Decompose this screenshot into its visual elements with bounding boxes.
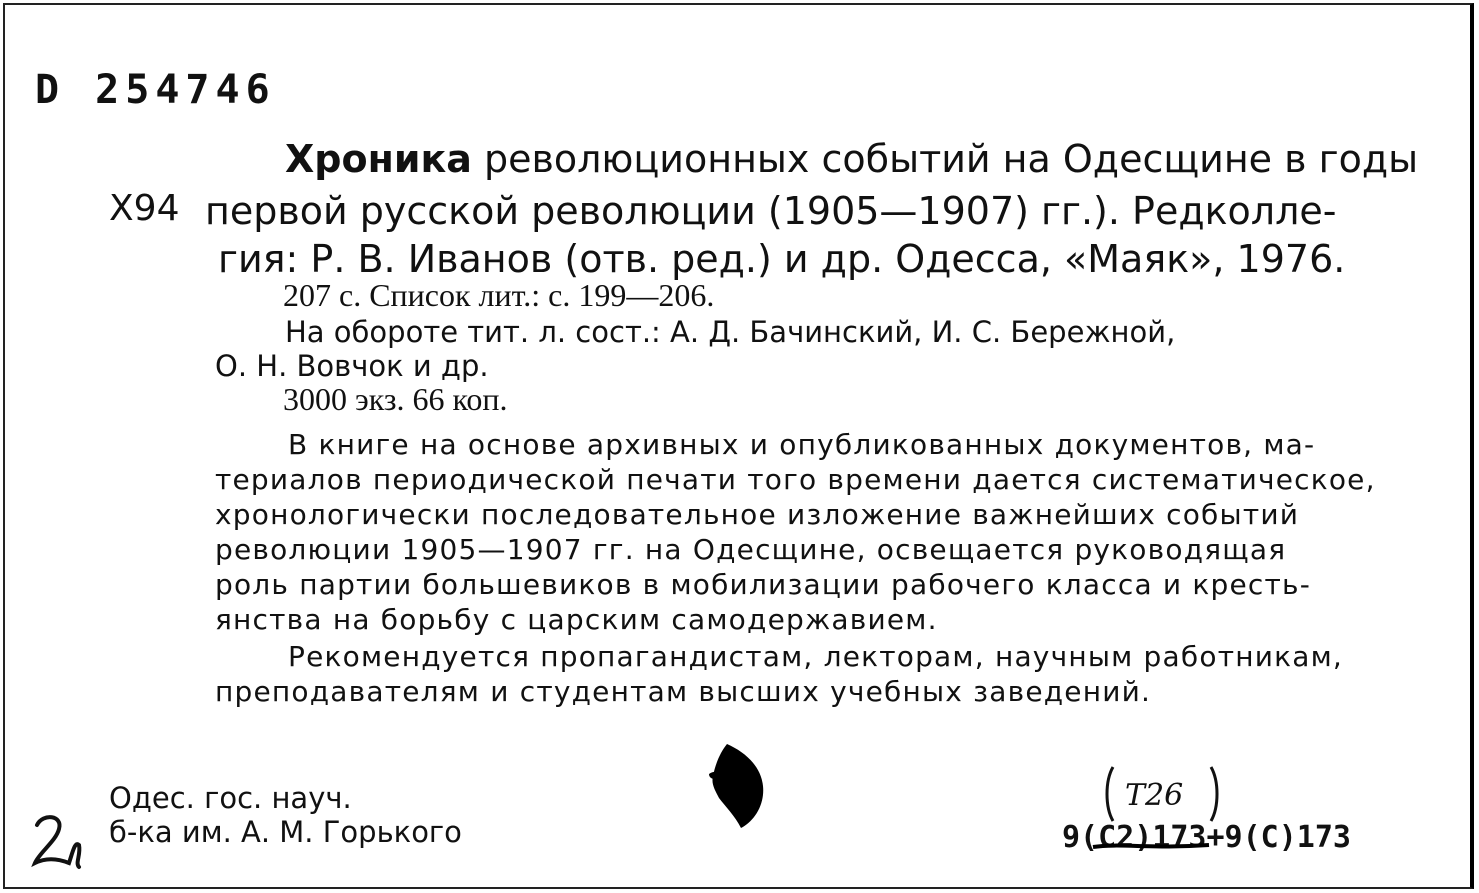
strike-through-mark xyxy=(1091,841,1211,851)
recommendation-line: преподавателям и студентам высших учебных заведений. xyxy=(215,675,1152,708)
title-rest: революционных событий на Одесщине в годы xyxy=(471,137,1419,181)
compilers-line-1: На обороте тит. л. сост.: А. Д. Бачинский, И. С. Бережной, xyxy=(285,315,1176,349)
title-bold: Хроника xyxy=(285,137,472,181)
library-line-1: Одес. гос. науч. xyxy=(109,781,352,815)
shelfmark: X94 xyxy=(109,188,180,229)
title-line-1 xyxy=(285,137,1418,181)
classification-index: 9(С2)173+9(С)173 xyxy=(1062,820,1351,855)
handwritten-note xyxy=(1103,763,1223,825)
title-line-3: гия: Р. В. Иванов (отв. ред.) и др. Одесса, «Маяк», 1976. xyxy=(218,237,1346,281)
handwritten-mark xyxy=(29,811,85,871)
call-number: D 254746 xyxy=(35,67,276,113)
annotation-line: янства на борьбу с царским самодержавием. xyxy=(215,603,938,636)
annotation-line: хронологически последовательное изложение важнейших событий xyxy=(215,498,1300,531)
handwritten-note-text: Т26 xyxy=(1125,778,1184,813)
annotation-line: революции 1905—1907 гг. на Одесщине, освещается руководящая xyxy=(215,533,1287,566)
annotation-line: роль партии большевиков в мобилизации рабочего класса и кресть- xyxy=(215,568,1312,601)
library-line-2: б-ка им. А. М. Горького xyxy=(109,815,462,849)
annotation-line: териалов периодической печати того времени дается систематическое, xyxy=(215,463,1376,496)
pages-line: 207 с. Список лит.: с. 199—206. xyxy=(283,277,715,313)
title-line-2: первой русской революции (1905—1907) гг.). Редколле- xyxy=(205,189,1337,233)
print-run: 3000 экз. 66 коп. xyxy=(283,381,508,417)
compilers-line-2: О. Н. Вовчок и др. xyxy=(215,349,489,383)
catalog-card xyxy=(3,3,1474,889)
library-stamp xyxy=(705,740,775,832)
annotation-line: В книге на основе архивных и опубликованных документов, ма- xyxy=(288,428,1316,461)
recommendation-line: Рекомендуется пропагандистам, лекторам, научным работникам, xyxy=(288,640,1343,673)
